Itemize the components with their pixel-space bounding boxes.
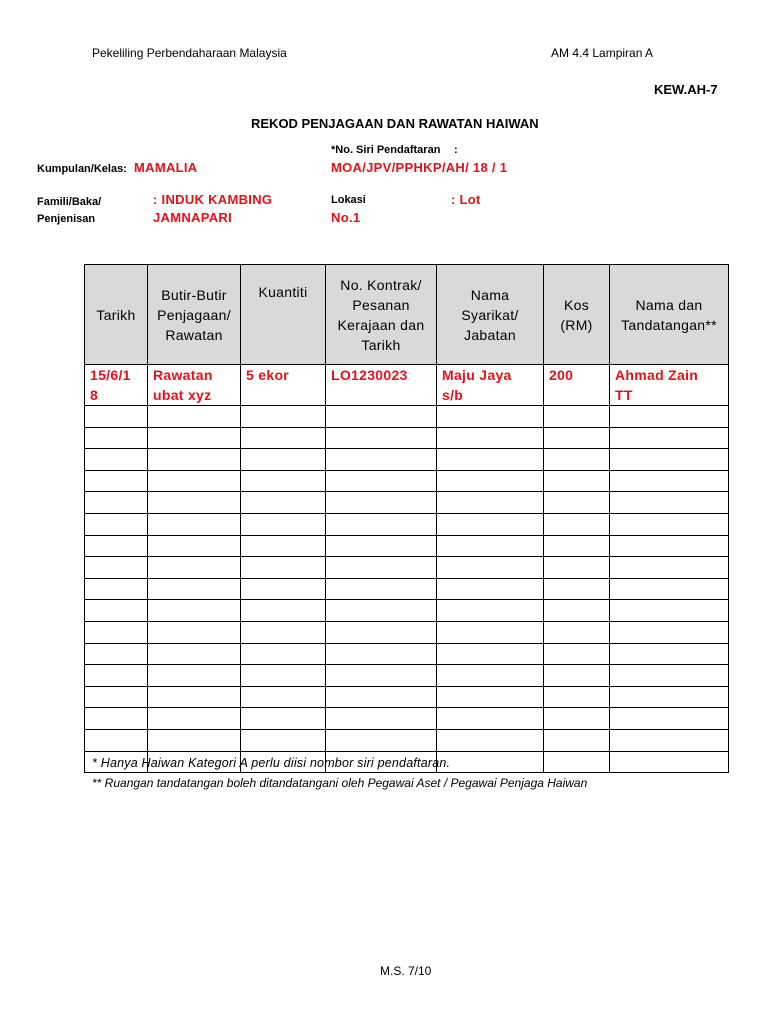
- page-number: M.S. 7/10: [380, 964, 432, 978]
- cell-butir: Rawatan ubat xyz: [148, 365, 241, 406]
- empty-cell: [437, 600, 544, 622]
- empty-cell: [437, 708, 544, 730]
- empty-cell: [148, 600, 241, 622]
- empty-cell: [241, 621, 326, 643]
- no-siri-label: *No. Siri Pendaftaran: [331, 144, 441, 156]
- empty-cell: [610, 600, 729, 622]
- famili-value: : INDUK KAMBING: [153, 192, 273, 207]
- empty-cell: [610, 492, 729, 514]
- empty-table-row: [85, 665, 729, 687]
- table-header-row: [85, 265, 729, 365]
- empty-cell: [85, 492, 148, 514]
- record-table: [84, 264, 729, 773]
- empty-cell: [544, 686, 610, 708]
- empty-table-row: [85, 643, 729, 665]
- empty-cell: [610, 729, 729, 751]
- empty-cell: [437, 449, 544, 471]
- empty-cell: [85, 686, 148, 708]
- empty-cell: [437, 751, 544, 773]
- empty-cell: [326, 686, 437, 708]
- cell-tandatangan: Ahmad Zain TT: [610, 365, 729, 406]
- empty-cell: [437, 665, 544, 687]
- empty-cell: [85, 449, 148, 471]
- empty-table-row: [85, 557, 729, 579]
- empty-cell: [326, 600, 437, 622]
- empty-cell: [241, 686, 326, 708]
- empty-cell: [610, 643, 729, 665]
- empty-cell: [610, 449, 729, 471]
- empty-table-row: [85, 708, 729, 730]
- empty-cell: [544, 578, 610, 600]
- empty-cell: [241, 600, 326, 622]
- empty-cell: [326, 578, 437, 600]
- empty-cell: [437, 513, 544, 535]
- empty-cell: [148, 557, 241, 579]
- empty-cell: [437, 470, 544, 492]
- empty-cell: [85, 470, 148, 492]
- empty-cell: [241, 708, 326, 730]
- empty-cell: [326, 470, 437, 492]
- kumpulan-value: MAMALIA: [134, 160, 198, 175]
- empty-cell: [437, 686, 544, 708]
- empty-cell: [148, 449, 241, 471]
- empty-cell: [610, 578, 729, 600]
- empty-table-row: [85, 513, 729, 535]
- empty-cell: [544, 621, 610, 643]
- empty-cell: [544, 492, 610, 514]
- empty-table-row: [85, 686, 729, 708]
- empty-cell: [544, 600, 610, 622]
- column-header-tandatangan: Nama dan Tandatangan**: [610, 265, 729, 365]
- empty-cell: [326, 513, 437, 535]
- column-header-tarikh: Tarikh: [85, 265, 148, 365]
- column-header-kos: Kos (RM): [544, 265, 610, 365]
- empty-table-row: [85, 578, 729, 600]
- form-code: KEW.AH-7: [654, 82, 718, 97]
- empty-cell: [610, 751, 729, 773]
- empty-cell: [610, 708, 729, 730]
- empty-cell: [148, 470, 241, 492]
- empty-cell: [326, 665, 437, 687]
- empty-cell: [85, 708, 148, 730]
- empty-cell: [544, 513, 610, 535]
- empty-cell: [544, 427, 610, 449]
- empty-cell: [610, 621, 729, 643]
- empty-cell: [610, 665, 729, 687]
- empty-cell: [241, 449, 326, 471]
- cell-tarikh: 15/6/1 8: [85, 365, 148, 406]
- no-siri-value: MOA/JPV/PPHKP/AH/ 18 / 1: [331, 160, 508, 175]
- empty-table-row: [85, 470, 729, 492]
- empty-cell: [85, 427, 148, 449]
- column-header-syarikat: Nama Syarikat/ Jabatan: [437, 265, 544, 365]
- empty-cell: [437, 557, 544, 579]
- empty-cell: [85, 406, 148, 428]
- empty-cell: [326, 708, 437, 730]
- empty-cell: [326, 557, 437, 579]
- column-header-butir: Butir-Butir Penjagaan/ Rawatan: [148, 265, 241, 365]
- empty-cell: [85, 513, 148, 535]
- empty-cell: [326, 535, 437, 557]
- lokasi-value-line2: No.1: [331, 210, 361, 225]
- kumpulan-label: Kumpulan/Kelas:: [37, 163, 127, 175]
- empty-cell: [148, 406, 241, 428]
- empty-cell: [544, 535, 610, 557]
- empty-cell: [85, 665, 148, 687]
- empty-cell: [544, 751, 610, 773]
- empty-cell: [437, 535, 544, 557]
- empty-table-row: [85, 427, 729, 449]
- famili-label: Famili/Baka/: [37, 196, 102, 208]
- empty-cell: [148, 578, 241, 600]
- empty-cell: [85, 535, 148, 557]
- empty-cell: [148, 729, 241, 751]
- empty-cell: [544, 665, 610, 687]
- document-header-left: Pekeliling Perbendaharaan Malaysia: [92, 46, 287, 60]
- page-title: REKOD PENJAGAAN DAN RAWATAN HAIWAN: [251, 116, 539, 131]
- empty-table-row: [85, 535, 729, 557]
- empty-cell: [148, 665, 241, 687]
- penjenisan-value: JAMNAPARI: [153, 210, 233, 225]
- empty-cell: [148, 535, 241, 557]
- empty-cell: [544, 643, 610, 665]
- empty-cell: [148, 513, 241, 535]
- empty-table-row: [85, 492, 729, 514]
- empty-cell: [241, 492, 326, 514]
- empty-cell: [326, 427, 437, 449]
- empty-cell: [148, 621, 241, 643]
- empty-table-row: [85, 729, 729, 751]
- empty-cell: [610, 470, 729, 492]
- empty-cell: [148, 427, 241, 449]
- lokasi-value: : Lot: [451, 192, 481, 207]
- empty-cell: [437, 492, 544, 514]
- empty-cell: [241, 513, 326, 535]
- empty-cell: [544, 557, 610, 579]
- note-signature: ** Ruangan tandatangan boleh ditandatangani oleh Pegawai Aset / Pegawai Penjaga Haiwan: [92, 776, 588, 790]
- empty-cell: [544, 729, 610, 751]
- empty-table-row: [85, 621, 729, 643]
- empty-cell: [241, 406, 326, 428]
- note-registration: * Hanya Haiwan Kategori A perlu diisi nombor siri pendaftaran.: [92, 756, 451, 770]
- empty-cell: [85, 578, 148, 600]
- empty-cell: [85, 557, 148, 579]
- empty-cell: [544, 470, 610, 492]
- empty-cell: [437, 643, 544, 665]
- lokasi-label: Lokasi: [331, 194, 366, 206]
- empty-cell: [610, 427, 729, 449]
- no-siri-colon: :: [454, 144, 458, 156]
- empty-table-row: [85, 600, 729, 622]
- empty-cell: [148, 643, 241, 665]
- empty-cell: [610, 686, 729, 708]
- cell-kos: 200: [544, 365, 610, 406]
- column-header-kuantiti: Kuantiti: [241, 265, 326, 365]
- empty-cell: [241, 535, 326, 557]
- empty-cell: [241, 578, 326, 600]
- empty-cell: [85, 643, 148, 665]
- empty-table-row: [85, 406, 729, 428]
- cell-kontrak: LO1230023: [326, 365, 437, 406]
- document-header-right: AM 4.4 Lampiran A: [551, 46, 654, 60]
- empty-cell: [326, 729, 437, 751]
- empty-cell: [326, 406, 437, 428]
- empty-cell: [85, 600, 148, 622]
- cell-syarikat: Maju Jaya s/b: [437, 365, 544, 406]
- empty-cell: [610, 557, 729, 579]
- empty-cell: [326, 449, 437, 471]
- empty-cell: [85, 621, 148, 643]
- empty-cell: [437, 406, 544, 428]
- empty-cell: [148, 708, 241, 730]
- empty-cell: [544, 708, 610, 730]
- empty-cell: [437, 621, 544, 643]
- empty-cell: [85, 729, 148, 751]
- empty-cell: [241, 557, 326, 579]
- empty-cell: [241, 427, 326, 449]
- empty-table-row: [85, 449, 729, 471]
- empty-cell: [148, 686, 241, 708]
- table-row: [85, 365, 729, 406]
- empty-cell: [241, 643, 326, 665]
- empty-cell: [148, 492, 241, 514]
- empty-cell: [241, 729, 326, 751]
- cell-kuantiti: 5 ekor: [241, 365, 326, 406]
- empty-cell: [610, 406, 729, 428]
- empty-cell: [326, 643, 437, 665]
- empty-cell: [544, 449, 610, 471]
- empty-cell: [326, 621, 437, 643]
- empty-cell: [544, 406, 610, 428]
- empty-cell: [241, 665, 326, 687]
- empty-cell: [610, 513, 729, 535]
- empty-cell: [610, 535, 729, 557]
- penjenisan-label: Penjenisan: [37, 213, 96, 225]
- empty-cell: [437, 578, 544, 600]
- empty-cell: [326, 492, 437, 514]
- column-header-kontrak: No. Kontrak/ Pesanan Kerajaan dan Tarikh: [326, 265, 437, 365]
- empty-cell: [437, 427, 544, 449]
- empty-cell: [241, 470, 326, 492]
- empty-cell: [437, 729, 544, 751]
